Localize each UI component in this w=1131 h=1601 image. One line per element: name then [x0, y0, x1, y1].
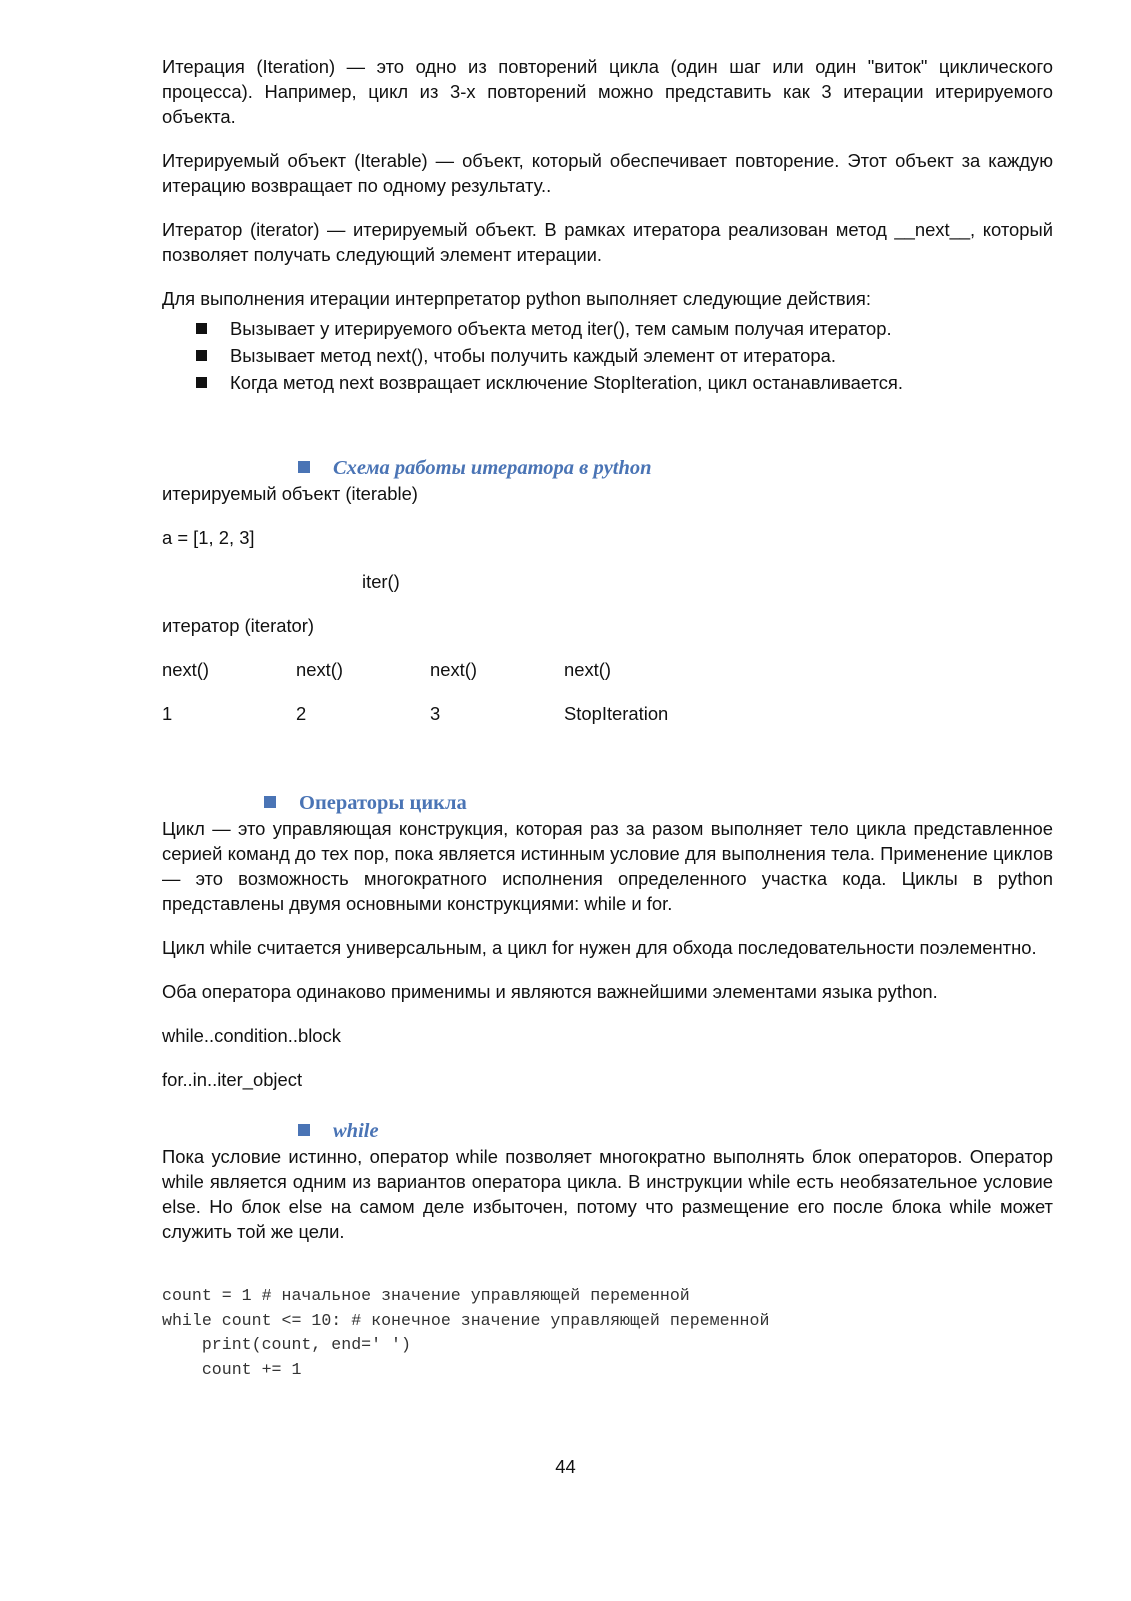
scheme-assignment: a = [1, 2, 3]	[162, 527, 255, 548]
heading-square-icon	[298, 1124, 310, 1136]
list-item	[162, 315, 1053, 342]
code-block	[162, 1284, 1053, 1383]
result-value: 1	[162, 703, 173, 724]
paragraph-both-operators: Оба оператора одинаково применимы и являются важнейшими элементами языка python.	[162, 981, 938, 1002]
code-line: count += 1	[162, 1360, 302, 1380]
square-bullet-icon	[196, 350, 207, 361]
scheme-iter-call: iter()	[362, 571, 400, 592]
next-call: next()	[564, 659, 612, 680]
scheme-iterable-label: итерируемый объект (iterable)	[162, 483, 418, 504]
next-call: next()	[162, 659, 210, 680]
heading-loop-operators	[162, 791, 1053, 816]
heading-text: Схема работы итератора в python	[333, 457, 652, 479]
square-bullet-icon	[196, 377, 207, 388]
code-line: count = 1 # начальное значение управляющей переменной	[162, 1286, 690, 1305]
result-value: 2	[296, 703, 307, 724]
scheme-results-row	[162, 701, 1053, 726]
paragraph-while-description: Пока условие истинно, оператор while позволяет многократно выполнять блок операторов. Оператор while является одним из вариантов оператора цикла. В инструкции while есть необязательное условие else. Но блок else на самом деле избыточен, потому что размещение его после блока while может служить той же цели.	[162, 1146, 1053, 1242]
heading-square-icon	[264, 796, 276, 808]
next-call: next()	[430, 659, 478, 680]
paragraph-while-for: Цикл while считается универсальным, а цикл for нужен для обхода последовательности поэлементно.	[162, 937, 1037, 958]
syntax-for: for..in..iter_object	[162, 1069, 303, 1090]
list-item	[162, 369, 1053, 396]
heading-square-icon	[298, 461, 310, 473]
scheme-next-row	[162, 657, 1053, 682]
result-value: 3	[430, 703, 441, 724]
page-content	[162, 54, 1053, 1383]
paragraph-iterator: Итератор (iterator) — итерируемый объект. В рамках итератора реализован метод __next__, который позволяет получать следующий элемент итерации.	[162, 219, 1053, 265]
paragraph-steps-intro: Для выполнения итерации интерпретатор python выполняет следующие действия:	[162, 288, 871, 309]
paragraph-iteration: Итерация (Iteration) — это одно из повторений цикла (один шаг или один "виток" циклического процесса). Например, цикл из 3-х повторений можно представить как 3 итерации итерируемого объекта.	[162, 56, 1053, 127]
list-item-text: Вызывает метод next(), чтобы получить каждый элемент от итератора.	[230, 345, 836, 366]
heading-iterator-scheme	[162, 456, 1053, 481]
list-item	[162, 342, 1053, 369]
code-line: while count <= 10: # конечное значение управляющей переменной	[162, 1310, 770, 1330]
next-call: next()	[296, 659, 344, 680]
heading-while	[162, 1119, 1053, 1144]
square-bullet-icon	[196, 323, 207, 334]
list-item-text: Вызывает у итерируемого объекта метод iter(), тем самым получая итератор.	[230, 318, 892, 339]
list-item-text: Когда метод next возвращает исключение StopIteration, цикл останавливается.	[230, 372, 903, 393]
paragraph-iterable: Итерируемый объект (Iterable) — объект, который обеспечивает повторение. Этот объект за каждую итерацию возвращает по одному результату..	[162, 150, 1053, 196]
heading-text: while	[333, 1120, 379, 1142]
scheme-iterator-label: итератор (iterator)	[162, 615, 315, 636]
syntax-while: while..condition..block	[162, 1025, 341, 1046]
code-line: print(count, end=' ')	[162, 1335, 411, 1355]
paragraph-loop-definition: Цикл — это управляющая конструкция, которая раз за разом выполняет тело цикла представленное серией команд до тех пор, пока является истинным условие для выполнения тела. Применение циклов — это возможность многократного исполнения определенного участка кода. Циклы в python представлены двумя основными конструкциями: while и for.	[162, 818, 1053, 914]
page-number: 44	[555, 1456, 576, 1477]
steps-list	[162, 315, 1053, 396]
heading-text: Операторы цикла	[299, 792, 467, 814]
result-value: StopIteration	[564, 703, 669, 724]
